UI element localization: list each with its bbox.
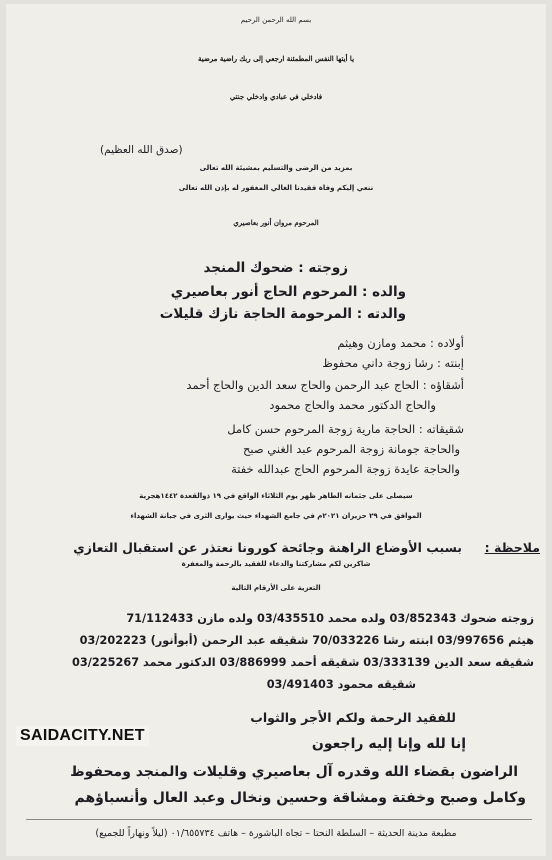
brothers-line-2: والحاج الدكتور محمد والحاج محمود [269,398,436,412]
note-line-1: بسبب الأوضاع الراهنة وجائحة كورونا نعتذر عن استقبال التعازي [73,540,462,555]
basmala: بسم الله الرحمن الرحيم [240,16,312,24]
site-watermark: SAIDACITY.NET [16,726,149,746]
phone-line-4: شقيقه محمود 03/491403 [266,678,416,691]
condolence-title: التعزية على الأرقام التالية [231,584,321,592]
sisters-line-3: والحاجة عايدة زوجة المرحوم الحاج عبدالله خفتة [231,462,460,476]
phone-line-2: هيثم 03/997656 ابنته رشا 70/033226 شقيقه عبد الرحمن (أبوأنور) 03/202223 [79,634,534,647]
children-line: أولاده : محمد ومازن وهيثم [337,336,464,350]
wife-line: زوجته : ضحوك المنجد [203,260,348,276]
phone-line-1: زوجته ضحوك 03/852343 ولده محمد 03/435510 ولده مازن 71/112433 [126,612,534,625]
funeral-line-1: سيصلى على جثمانه الطاهر ظهر يوم الثلاثاء الواقع في ١٩ ذوالقعدة ١٤٤٢هجرية [139,492,413,500]
closing-line-3: الراضون بقضاء الله وقدره آل بعاصيري وقليلات والمنجد ومحفوظ [70,764,518,780]
mother-line: والدته : المرحومة الحاجة نازك قليلات [159,306,406,322]
brothers-line-1: أشقاؤه : الحاج عبد الرحمن والحاج سعد الدين والحاج أحمد [186,378,464,392]
sisters-line-1: شقيقاته : الحاجة مارية زوجة المرحوم حسن كامل [227,422,464,436]
intro-line-2: ننعي إليكم وفاة فقيدنا الغالي المغفور له بإذن الله تعالى [178,184,374,192]
obituary-sheet [6,4,546,856]
daughter-line: إبنته : رشا زوجة داني محفوظ [322,356,464,370]
closing-line-4: وكامل وصبح وخفتة ومشاقة وحسين ونخال وعبد العال وأنسباؤهم [74,790,526,806]
intro-line-1: بمزيد من الرضى والتسليم بمشيئة الله تعالى [199,164,353,172]
deceased-name: المرحوم مروان أنور بعاصيري [233,218,319,227]
closing-line-2: إنا لله وإنا إليه راجعون [311,736,466,752]
sisters-line-2: والحاجة جومانة زوجة المرحوم عبد الغني صبح [242,442,460,456]
quran-verse-line-1: يا أيتها النفس المطمئنة ارجعي إلى ربك راضية مرضية [197,54,355,63]
sadaq-allah: (صدق الله العظيم) [100,144,183,156]
closing-line-1: للفقيد الرحمة ولكم الأجر والثواب [250,710,456,725]
father-line: والده : المرحوم الحاج أنور بعاصيري [170,284,406,300]
funeral-line-2: الموافق في ٢٩ حزيران ٢٠٢١م في جامع الشهداء حيث يوارى الثرى في جبانة الشهداء [130,512,422,520]
printer-footer: مطبعة مدينة الحديثة – السلطة النحتا – تجاه الباشورة – هاتف ٠١/٦٥٥٧٣٤ (ليلاً ونهاراً للجميع) [95,828,457,839]
note-label: ملاحظة : [484,540,540,555]
note-line-2: شاكرين لكم مشاركتنا والدعاء للفقيد بالرحمة والمغفرة [181,560,371,568]
footer-divider [26,819,532,820]
quran-verse-line-2: فادخلي في عبادي وادخلي جنتي [229,92,323,101]
phone-line-3: شقيقه سعد الدين 03/333139 شقيقه أحمد 03/886999 الدكتور محمد 03/225267 [72,656,534,669]
